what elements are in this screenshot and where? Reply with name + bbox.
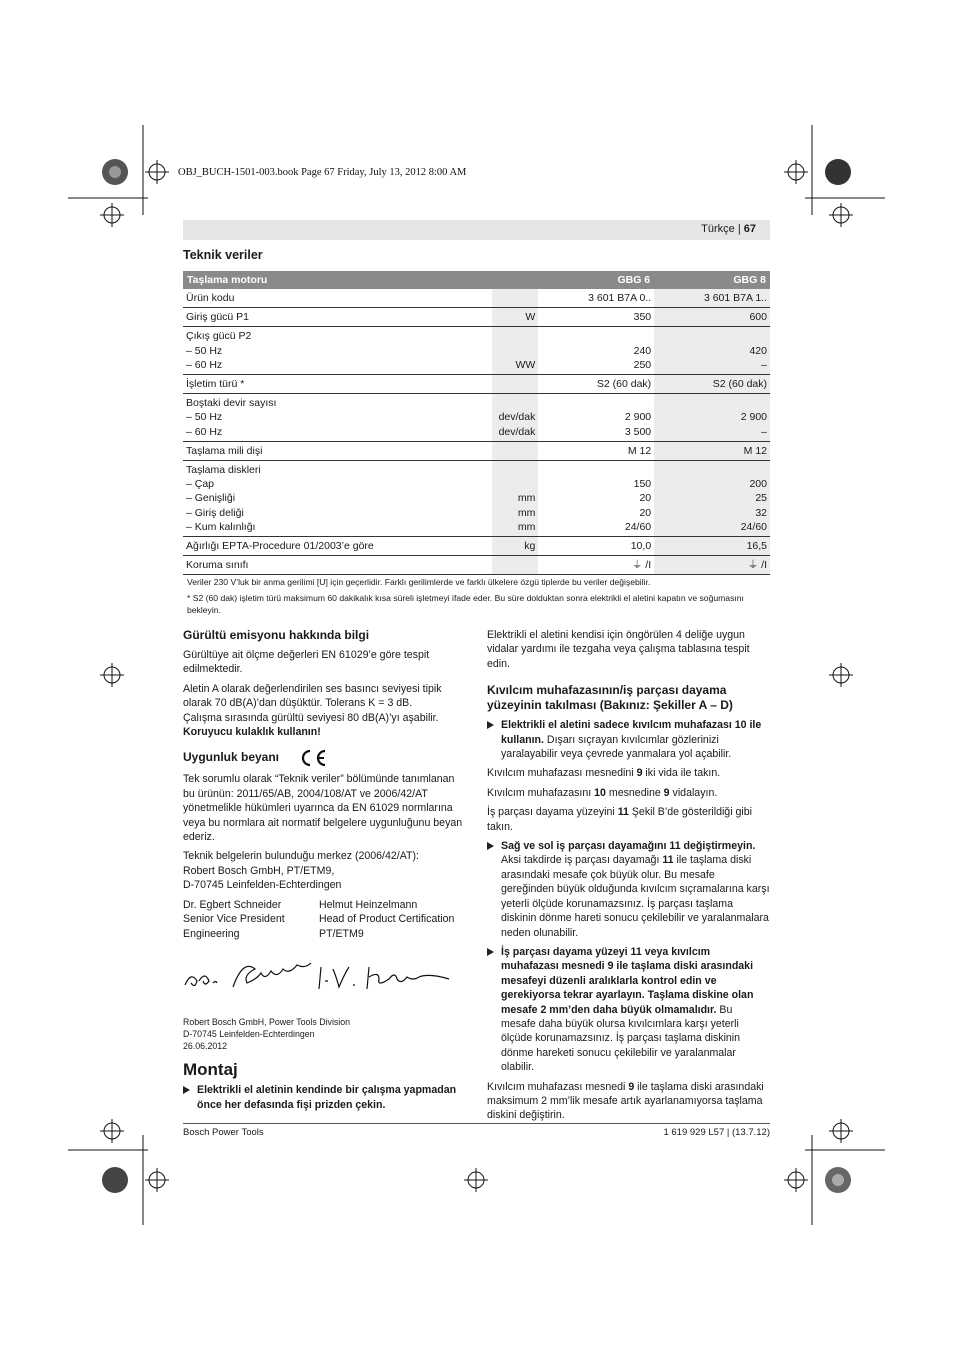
tech-cell-unit <box>492 556 538 575</box>
bullet-triangle-icon <box>487 948 494 956</box>
footer-right: 1 619 929 L57 | (13.7.12) <box>663 1127 770 1138</box>
file-header: OBJ_BUCH-1501-003.book Page 67 Friday, July 13, 2012 8:00 AM <box>178 167 467 178</box>
page-language: Türkçe <box>701 223 735 235</box>
signatures-image <box>183 955 453 995</box>
right-bullet-3: İş parçası dayama yüzeyi 11 veya kıvılcım muhafazası mesnedi 9 ile taşlama diski arasındaki mesafeyi düzenli aralıklarla kontrol edin ve gerekiyorsa tekrar ayarlayın. Taşlama diskine olan mesafe 2 mm’den daha büyük olmamalıdır. Bu mesafe daha büyük olursa kıvılcımlara karşı yeterli ölçüde korunamazsınız. İş parçası taşlama diskinin dönme hareketi sonucu çekilebilir ve yaralanmalar olabilir. <box>487 945 770 1075</box>
tech-cell-v1: M 12 <box>538 441 654 460</box>
tech-cell-label: Ağırlığı EPTA-Procedure 01/2003’e göre <box>183 537 492 556</box>
signatory-names <box>183 898 469 941</box>
montaj-bullet-1: Elektrikli el aletinin kendinde bir çalışma yapmadan önce her defasında fişi prizden çekin. <box>183 1083 469 1112</box>
conformity-title: Uygunluk beyanı <box>183 750 280 765</box>
ce-mark-icon <box>298 749 328 767</box>
noise-p2c: Koruyucu kulaklık kullanın! <box>183 726 321 739</box>
tech-cell-unit: kg <box>492 537 538 556</box>
signatory-1: Dr. Egbert Schneider Senior Vice President Engineering <box>183 898 285 940</box>
tech-table-row <box>183 441 770 460</box>
noise-p2a: Aletin A olarak değerlendirilen ses basıncı seviyesi tipik olarak 70 dB(A)’dan düşüktür. Tolerans K = 3 dB. <box>183 682 442 710</box>
left-column <box>183 628 469 1117</box>
tech-cell-v2: 2 900 – <box>654 394 770 442</box>
tech-header-gbg8: GBG 8 <box>654 271 770 289</box>
tech-header-gbg6: GBG 6 <box>538 271 654 289</box>
conformity-title-row <box>183 749 469 767</box>
tech-cell-v1: ⏚ /I <box>538 556 654 575</box>
tech-cell-label: Boştaki devir sayısı – 50 Hz – 60 Hz <box>183 394 492 442</box>
tech-note-s2: * S2 (60 dak) işletim türü maksimum 60 dakikalık kısa süreli işletmeyi ifade eder. Bu süre dolduktan sonra elektrikli el aletini kapatın ve soğumasını bekleyin. <box>187 593 744 615</box>
right-bullet-2: Sağ ve sol iş parçası dayamağını 11 değiştirmeyin. Aksi takdirde iş parçası dayamağı 11 ile taşlama diski arasındaki mesafe çok büyük olur. Bu mesafe gereğinden büyük olduğunda kıvılcım sıçramalarına karşı yeterli ölçüde korunamazsınız. İş parçası taşlama diskinin dönme hareti sonucu çekilebilir ve yaralanmalara neden olunabilir. <box>487 839 770 940</box>
right-p0: Elektrikli el aletini kendisi için öngörülen 4 deliğe uygun vidalar yardımı ile tezgaha veya çalışma tablasına tespit edin. <box>487 629 750 670</box>
right-p1: Kıvılcım muhafazası mesnedini 9 iki vida ile takın. <box>487 767 721 780</box>
right-column <box>487 628 770 1128</box>
page-number: 67 <box>743 223 756 235</box>
right-p4: Kıvılcım muhafazası mesnedi 9 ile taşlama diski arasındaki maksimum 2 mm’lik mesafe artık ayarlanamıyorsa taşlama diskini değiştirin. <box>487 1080 764 1122</box>
tech-cell-unit <box>492 375 538 394</box>
tech-title: Teknik veriler <box>183 248 263 262</box>
tech-cell-v1: 2 900 3 500 <box>538 394 654 442</box>
footer-divider <box>183 1123 770 1124</box>
tech-cell-label: Ürün kodu <box>183 289 492 308</box>
tech-cell-v1: 10,0 <box>538 537 654 556</box>
noise-title: Gürültü emisyonu hakkında bilgi <box>183 628 370 642</box>
tech-cell-label: Taşlama mili dişi <box>183 441 492 460</box>
tech-cell-v2: 3 601 B7A 1.. <box>654 289 770 308</box>
tech-cell-unit: dev/dak dev/dak <box>492 394 538 442</box>
conformity-p2: Teknik belgelerin bulunduğu merkez (2006/42/AT): Robert Bosch GmbH, PT/ETM9, D-70745 Leinfelden-Echterdingen <box>183 850 419 892</box>
tech-table-row <box>183 394 770 442</box>
tech-cell-v1: 150 20 20 24/60 <box>538 461 654 537</box>
tech-cell-unit: W <box>492 308 538 327</box>
tech-cell-v1: 350 <box>538 308 654 327</box>
tech-table-row <box>183 461 770 537</box>
tech-note-voltage: Veriler 230 V’luk bir anma gerilimi [U] için geçerlidir. Farklı gerilimlerde ve farklı ülkelere özgü tiplerde bu veriler değişebilir. <box>187 577 651 587</box>
tech-cell-v2: 200 25 32 24/60 <box>654 461 770 537</box>
tech-cell-unit: mm mm mm <box>492 461 538 537</box>
montaj-title: Montaj <box>183 1059 238 1079</box>
tech-cell-v1: 240 250 <box>538 327 654 375</box>
tech-cell-v1: S2 (60 dak) <box>538 375 654 394</box>
right-p2: Kıvılcım muhafazasını 10 mesnedine 9 vidalayın. <box>487 786 718 799</box>
tech-cell-v2: 16,5 <box>654 537 770 556</box>
tech-cell-v2: S2 (60 dak) <box>654 375 770 394</box>
tech-cell-label: Çıkış gücü P2 – 50 Hz – 60 Hz <box>183 327 492 375</box>
company-address: Robert Bosch GmbH, Power Tools Division D-70745 Leinfelden-Echterdingen 26.06.2012 <box>183 1017 351 1051</box>
tech-cell-v2: ⏚ /I <box>654 556 770 575</box>
tech-header-label: Taşlama motoru <box>183 271 538 289</box>
tech-cell-label: Koruma sınıfı <box>183 556 492 575</box>
tech-table-row <box>183 537 770 556</box>
tech-table <box>183 271 770 575</box>
right-p3: İş parçası dayama yüzeyini 11 Şekil B’de gösterildiği gibi takın. <box>487 806 752 833</box>
footer-left: Bosch Power Tools <box>183 1127 264 1138</box>
tech-table-row <box>183 289 770 308</box>
tech-cell-label: Giriş gücü P1 <box>183 308 492 327</box>
tech-cell-unit <box>492 289 538 308</box>
tech-table-row <box>183 327 770 375</box>
noise-p1: Gürültüye ait ölçme değerleri EN 61029’e göre tespit edilmektedir. <box>183 649 430 676</box>
page-header-bar <box>183 220 770 240</box>
right-bullet-1: Elektrikli el aletini sadece kıvılcım muhafazası 10 ile kullanın. Dışarı sıçrayan kıvılcımlar gözlerinizi yaralayabilir veya çevrede yanmalara yol açabilir. <box>487 718 770 761</box>
tech-cell-label: İşletim türü * <box>183 375 492 394</box>
tech-cell-v1: 3 601 B7A 0.. <box>538 289 654 308</box>
tech-table-row <box>183 556 770 575</box>
tech-cell-label: Taşlama diskleri – Çap – Genişliği – Giriş deliği – Kum kalınlığı <box>183 461 492 537</box>
conformity-p1: Tek sorumlu olarak “Teknik veriler” bölümünde tanımlanan bu ürünün: 2011/65/AB, 2004/108/AT ve 2006/42/AT yönetmelikle hükümleri uyarınca da EN 61029 normlarına veya bu normlara ait normatif belgelere uygunluğunu beyan ederiz. <box>183 773 463 844</box>
tech-table-header <box>183 271 770 289</box>
tech-cell-unit <box>492 441 538 460</box>
bullet-triangle-icon <box>487 721 494 729</box>
spark-guard-title: Kıvılcım muhafazasının/iş parçası dayama yüzeyinin takılması (Bakınız: Şekiller A – D) <box>487 683 733 713</box>
tech-table-row <box>183 375 770 394</box>
signatory-2: Helmut Heinzelmann Head of Product Certification PT/ETM9 <box>319 898 455 940</box>
tech-cell-v2: 420 – <box>654 327 770 375</box>
bullet-triangle-icon <box>183 1086 190 1094</box>
page-label: Türkçe | 67 <box>701 223 756 235</box>
bullet-triangle-icon <box>487 842 494 850</box>
tech-cell-v2: 600 <box>654 308 770 327</box>
tech-table-row <box>183 308 770 327</box>
tech-cell-v2: M 12 <box>654 441 770 460</box>
tech-cell-unit: WW <box>492 327 538 375</box>
noise-p2b: Çalışma sırasında gürültü seviyesi 80 dB(A)’yı aşabilir. <box>183 711 439 724</box>
